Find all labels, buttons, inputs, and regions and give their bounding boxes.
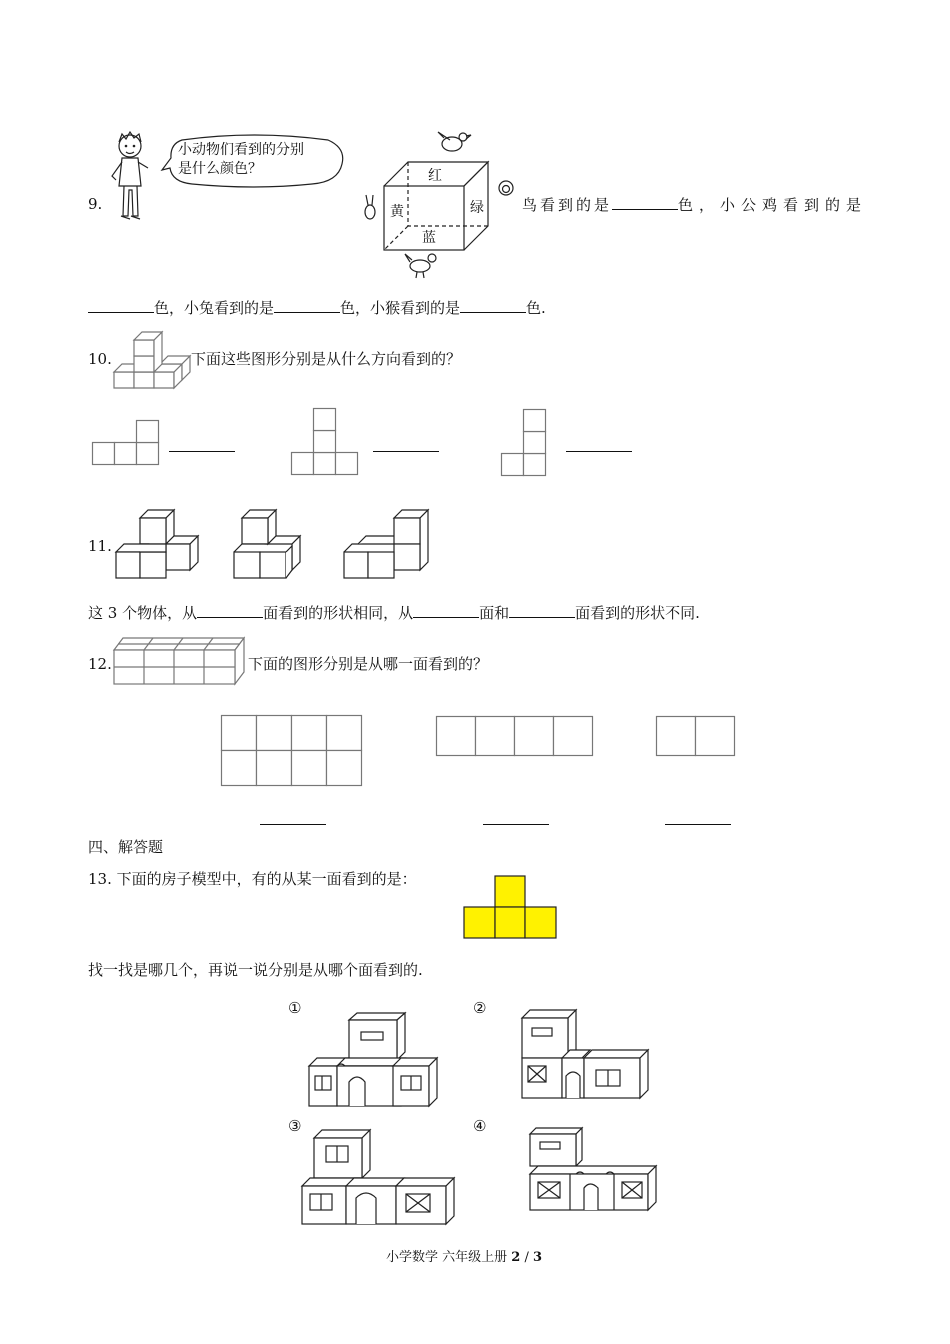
house-label-3: ③ <box>288 1117 302 1135</box>
q12-view-b <box>436 716 594 756</box>
q12-prompt: 下面的图形分别是从哪一面看到的？ <box>248 655 489 673</box>
q9-bird-text: 鸟看到的是 <box>522 196 613 214</box>
q11-text-d: 面看到的形状不同. <box>575 604 700 622</box>
q11-object-1 <box>112 508 202 580</box>
house-model-1 <box>305 1012 445 1112</box>
answer-blank[interactable] <box>413 602 479 618</box>
house-model-3 <box>300 1128 458 1228</box>
answer-blank[interactable] <box>665 809 731 825</box>
rooster-icon <box>405 254 436 278</box>
q9-rabbit-text: 色，小兔看到的是 <box>154 299 275 317</box>
face-left-label: 黄 <box>390 204 404 220</box>
q11-text-c: 面和 <box>479 604 510 622</box>
q10-number: 10. <box>88 350 112 368</box>
answer-blank[interactable] <box>373 436 439 452</box>
footer-text: 小学数学 六年级上册 <box>386 1250 508 1265</box>
color-cube <box>360 124 520 280</box>
house-label-4: ④ <box>473 1117 487 1135</box>
house-model-4 <box>526 1126 662 1214</box>
answer-blank[interactable] <box>460 297 526 313</box>
q13-target-shape <box>463 875 557 939</box>
q9-monkey-text: 色，小猴看到的是 <box>340 299 461 317</box>
bubble-line-1: 小动物们看到的分别 <box>178 142 304 158</box>
q13-prompt: 13. 下面的房子模型中，有的从某一面看到的是： <box>88 870 417 888</box>
answer-blank[interactable] <box>197 602 263 618</box>
answer-blank[interactable] <box>566 436 632 452</box>
footer-sep: / <box>524 1250 529 1265</box>
q12-view-c <box>656 716 736 756</box>
face-top-label: 红 <box>428 168 442 184</box>
q11-object-2 <box>230 508 310 580</box>
house-label-2: ② <box>473 999 487 1017</box>
section-title: 四、解答题 <box>88 838 164 856</box>
q12-number: 12. <box>88 655 112 673</box>
answer-blank[interactable] <box>274 297 340 313</box>
answer-blank[interactable] <box>483 809 549 825</box>
q10-cube-stack <box>112 326 194 392</box>
rabbit-icon <box>365 195 375 219</box>
bubble-line-2: 是什么颜色？ <box>178 161 262 177</box>
footer-page: 2 <box>511 1250 521 1265</box>
q10-view-c <box>501 407 551 479</box>
face-bottom-label: 蓝 <box>422 230 436 246</box>
q9-rooster-text: 色，小公鸡看到的是 <box>678 196 868 214</box>
q11-object-3 <box>340 508 432 580</box>
q12-view-a <box>221 715 363 787</box>
q9-number: 9. <box>88 195 103 213</box>
answer-blank[interactable] <box>88 297 154 313</box>
bird-icon <box>438 132 471 151</box>
answer-blank[interactable] <box>612 194 678 210</box>
q13-instruction: 找一找是哪几个，再说一说分别是从哪个面看到的. <box>88 961 423 979</box>
q11-text-a: 这 3 个物体，从 <box>88 604 198 622</box>
house-model-2 <box>520 1008 654 1108</box>
boy-illustration <box>106 128 156 224</box>
face-right-label: 绿 <box>470 200 484 216</box>
answer-blank[interactable] <box>509 602 575 618</box>
q10-prompt: 下面这些图形分别是从什么方向看到的？ <box>191 350 462 368</box>
answer-blank[interactable] <box>260 809 326 825</box>
answer-blank[interactable] <box>169 436 235 452</box>
house-label-1: ① <box>288 999 302 1017</box>
q11-number: 11. <box>88 537 112 555</box>
q11-text-b: 面看到的形状相同，从 <box>263 604 414 622</box>
footer-total: 3 <box>533 1250 543 1265</box>
monkey-icon <box>499 181 513 195</box>
q10-view-a <box>92 418 162 468</box>
q10-view-b <box>291 406 363 478</box>
q9-end-text: 色. <box>526 299 546 317</box>
q12-prism <box>113 634 247 688</box>
